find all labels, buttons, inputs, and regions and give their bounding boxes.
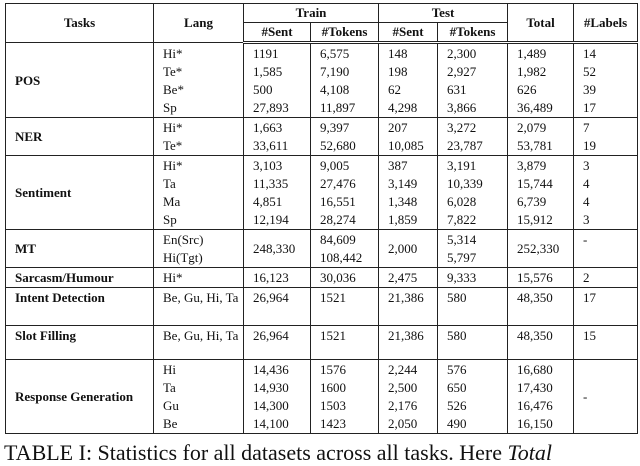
- table-row: [6, 118, 638, 138]
- test-sent-cell: 3,149: [379, 175, 438, 193]
- total-cell: 16,476: [508, 397, 574, 415]
- train-tokens-cell: 1600: [311, 379, 379, 397]
- labels-cell: 17: [574, 288, 638, 326]
- train-tokens-cell: 16,551: [311, 193, 379, 211]
- test-sent-cell: 1,859: [379, 211, 438, 230]
- total-cell: 2,079: [508, 118, 574, 138]
- train-tokens-cell: 4,108: [311, 81, 379, 99]
- lang-cell: Hi(Tgt): [154, 249, 244, 268]
- test-sent-cell: 2,000: [379, 230, 438, 268]
- lang-cell: Ta: [154, 379, 244, 397]
- test-tokens-cell: 5,797: [438, 249, 508, 268]
- train-sent-cell: 14,436: [244, 360, 311, 380]
- test-sent-cell: 2,050: [379, 415, 438, 434]
- labels-cell: 17: [574, 99, 638, 118]
- lang-cell: Sp: [154, 211, 244, 230]
- lang-cell: Hi*: [154, 43, 244, 64]
- labels-cell: 39: [574, 81, 638, 99]
- total-cell: 15,576: [508, 268, 574, 288]
- train-sent-cell: 14,930: [244, 379, 311, 397]
- train-sent-cell: 11,335: [244, 175, 311, 193]
- task-label: Intent Detection: [6, 288, 154, 326]
- task-label: Response Generation: [6, 360, 154, 434]
- labels-cell: 4: [574, 193, 638, 211]
- header-test-sent: #Sent: [379, 23, 438, 43]
- total-cell: 15,744: [508, 175, 574, 193]
- total-cell: 53,781: [508, 137, 574, 156]
- train-tokens-cell: 84,609: [311, 230, 379, 250]
- lang-cell: En(Src): [154, 230, 244, 250]
- train-tokens-cell: 1423: [311, 415, 379, 434]
- lang-cell: Ta: [154, 175, 244, 193]
- test-sent-cell: 2,500: [379, 379, 438, 397]
- test-tokens-cell: 580: [438, 326, 508, 360]
- test-tokens-cell: 7,822: [438, 211, 508, 230]
- test-tokens-cell: 576: [438, 360, 508, 380]
- table-row: [6, 268, 638, 288]
- test-tokens-cell: 23,787: [438, 137, 508, 156]
- labels-cell: -: [574, 230, 638, 268]
- labels-cell: 19: [574, 137, 638, 156]
- test-tokens-cell: 3,866: [438, 99, 508, 118]
- total-cell: 36,489: [508, 99, 574, 118]
- test-tokens-cell: 490: [438, 415, 508, 434]
- labels-cell: 7: [574, 118, 638, 138]
- table-row: [6, 230, 638, 250]
- header-train-sent: #Sent: [244, 23, 311, 43]
- test-tokens-cell: 526: [438, 397, 508, 415]
- caption-text: TABLE I: Statistics for all datasets across all tasks. Here: [4, 440, 508, 465]
- table-row: [6, 156, 638, 176]
- train-sent-cell: 1,663: [244, 118, 311, 138]
- header-total: Total: [508, 4, 574, 43]
- group-intent-detection: [6, 288, 638, 326]
- lang-cell: Sp: [154, 99, 244, 118]
- total-cell: 1,489: [508, 43, 574, 64]
- total-cell: 252,330: [508, 230, 574, 268]
- lang-cell: Be: [154, 415, 244, 434]
- caption-italic-term: Total: [507, 440, 552, 465]
- train-sent-cell: 27,893: [244, 99, 311, 118]
- labels-cell: 3: [574, 211, 638, 230]
- group-slot-filling: [6, 326, 638, 360]
- test-tokens-cell: 5,314: [438, 230, 508, 250]
- group-sentiment: [6, 156, 638, 230]
- total-cell: 626: [508, 81, 574, 99]
- train-tokens-cell: 1576: [311, 360, 379, 380]
- test-sent-cell: 4,298: [379, 99, 438, 118]
- train-sent-cell: 16,123: [244, 268, 311, 288]
- table-row: [6, 326, 638, 360]
- lang-cell: Te*: [154, 137, 244, 156]
- total-cell: 16,680: [508, 360, 574, 380]
- task-label: POS: [6, 43, 154, 118]
- test-sent-cell: 10,085: [379, 137, 438, 156]
- labels-cell: 3: [574, 156, 638, 176]
- group-mt: [6, 230, 638, 268]
- test-tokens-cell: 580: [438, 288, 508, 326]
- task-label: Slot Filling: [6, 326, 154, 360]
- train-tokens-cell: 27,476: [311, 175, 379, 193]
- train-tokens-cell: 9,397: [311, 118, 379, 138]
- train-tokens-cell: 28,274: [311, 211, 379, 230]
- table-row: [6, 360, 638, 380]
- test-tokens-cell: 2,927: [438, 63, 508, 81]
- test-tokens-cell: 9,333: [438, 268, 508, 288]
- train-tokens-cell: 108,442: [311, 249, 379, 268]
- train-sent-cell: 12,194: [244, 211, 311, 230]
- labels-cell: 4: [574, 175, 638, 193]
- labels-cell: 14: [574, 43, 638, 64]
- lang-cell: Hi*: [154, 156, 244, 176]
- train-tokens-cell: 1503: [311, 397, 379, 415]
- total-cell: 1,982: [508, 63, 574, 81]
- labels-cell: 15: [574, 326, 638, 360]
- train-sent-cell: 1191: [244, 43, 311, 64]
- test-tokens-cell: 650: [438, 379, 508, 397]
- train-tokens-cell: 7,190: [311, 63, 379, 81]
- test-tokens-cell: 3,191: [438, 156, 508, 176]
- group-pos: [6, 43, 638, 118]
- group-sarcasm-humour: [6, 268, 638, 288]
- test-sent-cell: 148: [379, 43, 438, 64]
- total-cell: 16,150: [508, 415, 574, 434]
- train-tokens-cell: 11,897: [311, 99, 379, 118]
- test-tokens-cell: 3,272: [438, 118, 508, 138]
- test-tokens-cell: 6,028: [438, 193, 508, 211]
- train-sent-cell: 1,585: [244, 63, 311, 81]
- train-tokens-cell: 1521: [311, 288, 379, 326]
- lang-cell: Hi*: [154, 118, 244, 138]
- header-train: Train: [244, 4, 379, 23]
- header-tasks: Tasks: [6, 4, 154, 43]
- total-cell: 17,430: [508, 379, 574, 397]
- test-sent-cell: 21,386: [379, 288, 438, 326]
- train-sent-cell: 26,964: [244, 288, 311, 326]
- train-tokens-cell: 6,575: [311, 43, 379, 64]
- lang-cell: Hi: [154, 360, 244, 380]
- train-sent-cell: 500: [244, 81, 311, 99]
- test-tokens-cell: 2,300: [438, 43, 508, 64]
- group-response-generation: [6, 360, 638, 434]
- group-ner: [6, 118, 638, 156]
- test-sent-cell: 198: [379, 63, 438, 81]
- train-sent-cell: 14,100: [244, 415, 311, 434]
- lang-cell: Te*: [154, 63, 244, 81]
- train-sent-cell: 4,851: [244, 193, 311, 211]
- test-sent-cell: 62: [379, 81, 438, 99]
- test-tokens-cell: 631: [438, 81, 508, 99]
- task-label: NER: [6, 118, 154, 156]
- train-tokens-cell: 9,005: [311, 156, 379, 176]
- table-row: [6, 43, 638, 64]
- test-sent-cell: 207: [379, 118, 438, 138]
- table-caption: [4, 440, 552, 466]
- total-cell: 48,350: [508, 288, 574, 326]
- header-lang: Lang: [154, 4, 244, 43]
- total-cell: 3,879: [508, 156, 574, 176]
- train-sent-cell: 14,300: [244, 397, 311, 415]
- test-sent-cell: 1,348: [379, 193, 438, 211]
- test-sent-cell: 2,176: [379, 397, 438, 415]
- labels-cell: 52: [574, 63, 638, 81]
- lang-cell: Be, Gu, Hi, Ta: [154, 326, 244, 360]
- labels-cell: -: [574, 360, 638, 434]
- lang-cell: Gu: [154, 397, 244, 415]
- total-cell: 48,350: [508, 326, 574, 360]
- lang-cell: Be, Gu, Hi, Ta: [154, 288, 244, 326]
- lang-cell: Hi*: [154, 268, 244, 288]
- test-sent-cell: 2,475: [379, 268, 438, 288]
- dataset-statistics-table: [5, 3, 638, 434]
- task-label: Sentiment: [6, 156, 154, 230]
- task-label: Sarcasm/Humour: [6, 268, 154, 288]
- lang-cell: Ma: [154, 193, 244, 211]
- labels-cell: 2: [574, 268, 638, 288]
- train-tokens-cell: 52,680: [311, 137, 379, 156]
- train-tokens-cell: 30,036: [311, 268, 379, 288]
- header-train-tokens: #Tokens: [311, 23, 379, 43]
- task-label: MT: [6, 230, 154, 268]
- train-sent-cell: 33,611: [244, 137, 311, 156]
- train-sent-cell: 26,964: [244, 326, 311, 360]
- header-labels: #Labels: [574, 4, 638, 43]
- train-tokens-cell: 1521: [311, 326, 379, 360]
- table-row: [6, 288, 638, 326]
- lang-cell: Be*: [154, 81, 244, 99]
- header-test: Test: [379, 4, 508, 23]
- test-tokens-cell: 10,339: [438, 175, 508, 193]
- total-cell: 15,912: [508, 211, 574, 230]
- test-sent-cell: 21,386: [379, 326, 438, 360]
- test-sent-cell: 2,244: [379, 360, 438, 380]
- train-sent-cell: 3,103: [244, 156, 311, 176]
- test-sent-cell: 387: [379, 156, 438, 176]
- train-sent-cell: 248,330: [244, 230, 311, 268]
- header-test-tokens: #Tokens: [438, 23, 508, 43]
- total-cell: 6,739: [508, 193, 574, 211]
